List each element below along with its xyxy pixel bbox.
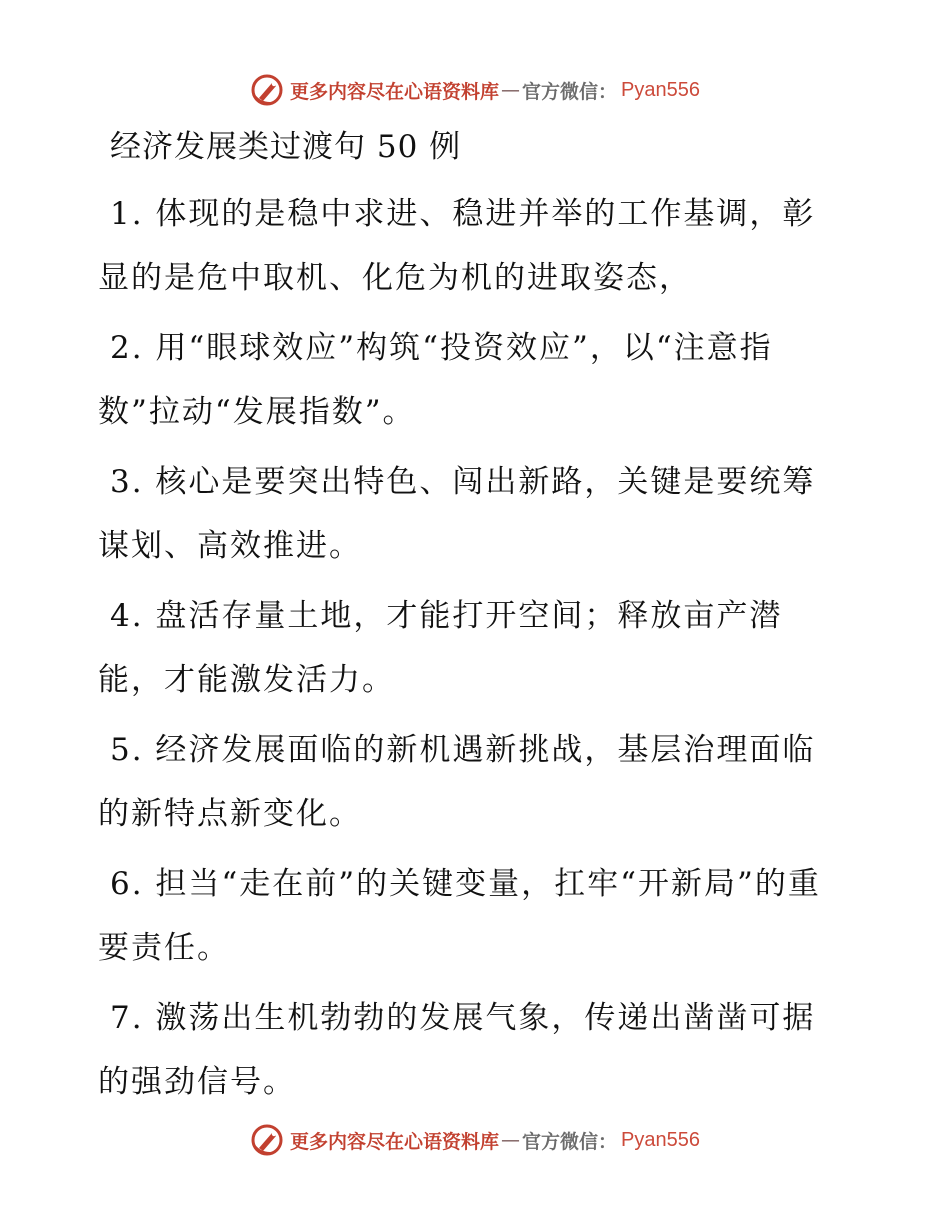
banner-text: 更多内容尽在心语资料库 — [290, 80, 500, 103]
header-banner — [0, 70, 950, 110]
list-item: 3. 核心是要突出特色、闯出新路，关键是要统筹谋划、高效推进。 — [98, 464, 816, 564]
banner-wechat-label: 官方微信： — [522, 80, 618, 103]
document-body — [98, 118, 838, 1120]
list-item: 5. 经济发展面临的新机遇新挑战，基层治理面临的新特点新变化。 — [98, 732, 816, 832]
banner-dash: — — [501, 79, 521, 101]
banner-dash: — — [501, 1129, 521, 1151]
document-title: 经济发展类过渡句 50 例 — [110, 129, 462, 165]
pen-circle-logo-icon — [250, 1123, 284, 1157]
pen-circle-logo-icon — [250, 73, 284, 107]
banner-wechat-id: Pyan556 — [621, 78, 700, 101]
banner-wechat-label: 官方微信： — [522, 1130, 618, 1153]
list-item: 7. 激荡出生机勃勃的发展气象，传递出凿凿可据的强劲信号。 — [98, 1000, 816, 1100]
banner-text: 更多内容尽在心语资料库 — [290, 1130, 500, 1153]
list-item: 1. 体现的是稳中求进、稳进并举的工作基调，彰显的是危中取机、化危为机的进取姿态， — [98, 196, 816, 296]
footer-banner — [0, 1120, 950, 1160]
banner-wechat-id: Pyan556 — [621, 1128, 700, 1151]
list-item: 2. 用“眼球效应”构筑“投资效应”，以“注意指数”拉动“发展指数”。 — [98, 330, 773, 430]
list-item: 4. 盘活存量土地，才能打开空间；释放亩产潜能，才能激发活力。 — [98, 598, 783, 698]
list-item: 6. 担当“走在前”的关键变量，扛牢“开新局”的重要责任。 — [98, 866, 821, 966]
